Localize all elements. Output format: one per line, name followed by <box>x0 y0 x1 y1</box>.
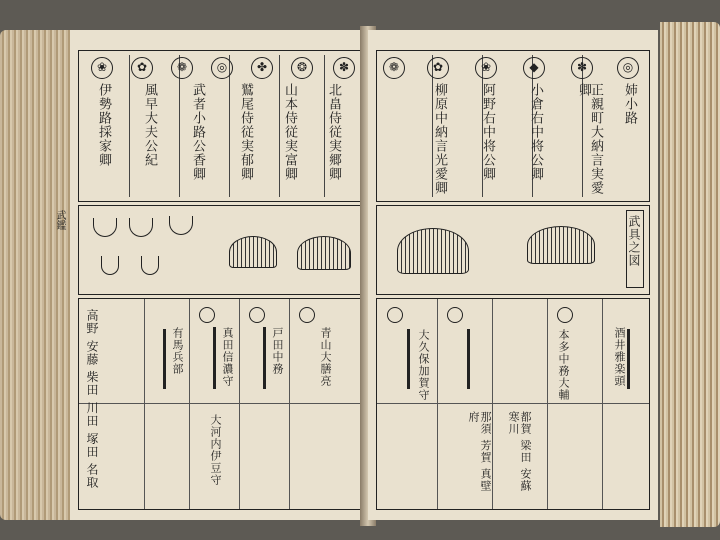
right-top-band <box>376 50 650 202</box>
column-divider <box>324 55 325 197</box>
table-divider <box>239 299 240 509</box>
helmet-icon <box>297 236 351 270</box>
daimyo-name: 青山大膳亮 <box>319 327 332 387</box>
family-crest-icon: ✿ <box>427 57 449 79</box>
spear-icon <box>407 329 410 389</box>
helmet-crest-icon <box>169 216 193 235</box>
left-page <box>70 30 370 520</box>
table-divider <box>144 299 145 509</box>
daimyo-name: 酒井雅楽頭 <box>613 327 626 387</box>
entry-name: 武者小路公香卿 <box>190 83 205 181</box>
family-crest-icon: ◎ <box>211 57 233 79</box>
family-crest-icon <box>557 307 573 323</box>
family-crest-icon: ✿ <box>131 57 153 79</box>
helmet-icon <box>229 236 277 268</box>
entry-name: 北畠侍従実郷卿 <box>326 83 341 181</box>
spear-icon <box>627 329 630 389</box>
province-names: 高野 安藤 柴田 川田 塚田 名取 <box>85 309 99 490</box>
helmet-crest-icon <box>101 256 119 275</box>
table-divider <box>377 403 649 404</box>
helmet-crest-icon <box>129 218 153 237</box>
helmet-crest-icon <box>141 256 159 275</box>
book-left-edge <box>0 30 78 520</box>
family-crest-icon <box>299 307 315 323</box>
family-crest-icon: ❀ <box>91 57 113 79</box>
table-divider <box>602 299 603 509</box>
table-divider <box>189 299 190 509</box>
family-crest-icon: ✤ <box>251 57 273 79</box>
daimyo-name: 大久保加賀守 <box>417 329 430 401</box>
entry-name: 山本侍従実富卿 <box>282 83 297 181</box>
daimyo-name: 戸田中務 <box>271 327 284 375</box>
helmet-icon <box>527 226 595 264</box>
right-armor-illustrations <box>376 205 650 295</box>
family-crest-icon <box>199 307 215 323</box>
section-title-box <box>626 210 644 288</box>
daimyo-name: 本多中務大輔 <box>557 329 570 401</box>
entry-name: 阿野右中将公卿 <box>480 83 495 181</box>
family-crest-icon <box>447 307 463 323</box>
family-crest-icon: ❁ <box>171 57 193 79</box>
entry-name: 風早大夫公紀 <box>142 83 157 167</box>
helmet-icon <box>397 228 469 274</box>
spear-icon <box>263 327 266 389</box>
spear-icon <box>163 329 166 389</box>
family-crest-icon: ◆ <box>523 57 545 79</box>
family-crest-icon: ❂ <box>291 57 313 79</box>
province-names: 那須 芳賀 真壁 府 <box>467 411 492 492</box>
family-crest-icon <box>387 307 403 323</box>
right-daimyo-table <box>376 298 650 510</box>
entry-name: 柳原中納言光愛卿 <box>432 83 447 195</box>
table-divider <box>79 403 361 404</box>
entry-name: 正親町大納言実愛卿 <box>576 83 603 195</box>
family-crest-icon: ◎ <box>617 57 639 79</box>
entry-name: 姉小路 <box>622 83 637 125</box>
section-title: 武具之図 <box>627 215 641 267</box>
family-crest-icon: ✽ <box>333 57 355 79</box>
table-divider <box>492 299 493 509</box>
book-right-edge <box>660 22 720 527</box>
column-divider <box>129 55 130 197</box>
spear-icon <box>467 329 470 389</box>
family-crest-icon: ❀ <box>475 57 497 79</box>
table-divider <box>289 299 290 509</box>
left-top-band <box>78 50 362 202</box>
table-divider <box>547 299 548 509</box>
column-divider <box>279 55 280 197</box>
entry-name: 小倉右中将公卿 <box>528 83 543 181</box>
daimyo-name: 有馬兵部 <box>171 327 184 375</box>
table-divider <box>437 299 438 509</box>
province-names: 都賀 梁田 安蘇 寒川 <box>507 411 532 492</box>
helmet-crest-icon <box>93 218 117 237</box>
left-daimyo-table <box>78 298 362 510</box>
daimyo-name: 真田信濃守 <box>221 327 234 387</box>
family-crest-icon <box>249 307 265 323</box>
entry-name: 鷲尾侍従実郁卿 <box>238 83 253 181</box>
daimyo-name: 大河内伊豆守 <box>209 414 222 486</box>
family-crest-icon: ✽ <box>571 57 593 79</box>
left-armor-illustrations <box>78 205 362 295</box>
family-crest-icon: ❁ <box>383 57 405 79</box>
right-page <box>368 30 658 520</box>
page-side-title: 武鑑 <box>54 210 65 230</box>
spear-icon <box>213 327 216 389</box>
entry-name: 伊勢路採家卿 <box>96 83 111 167</box>
